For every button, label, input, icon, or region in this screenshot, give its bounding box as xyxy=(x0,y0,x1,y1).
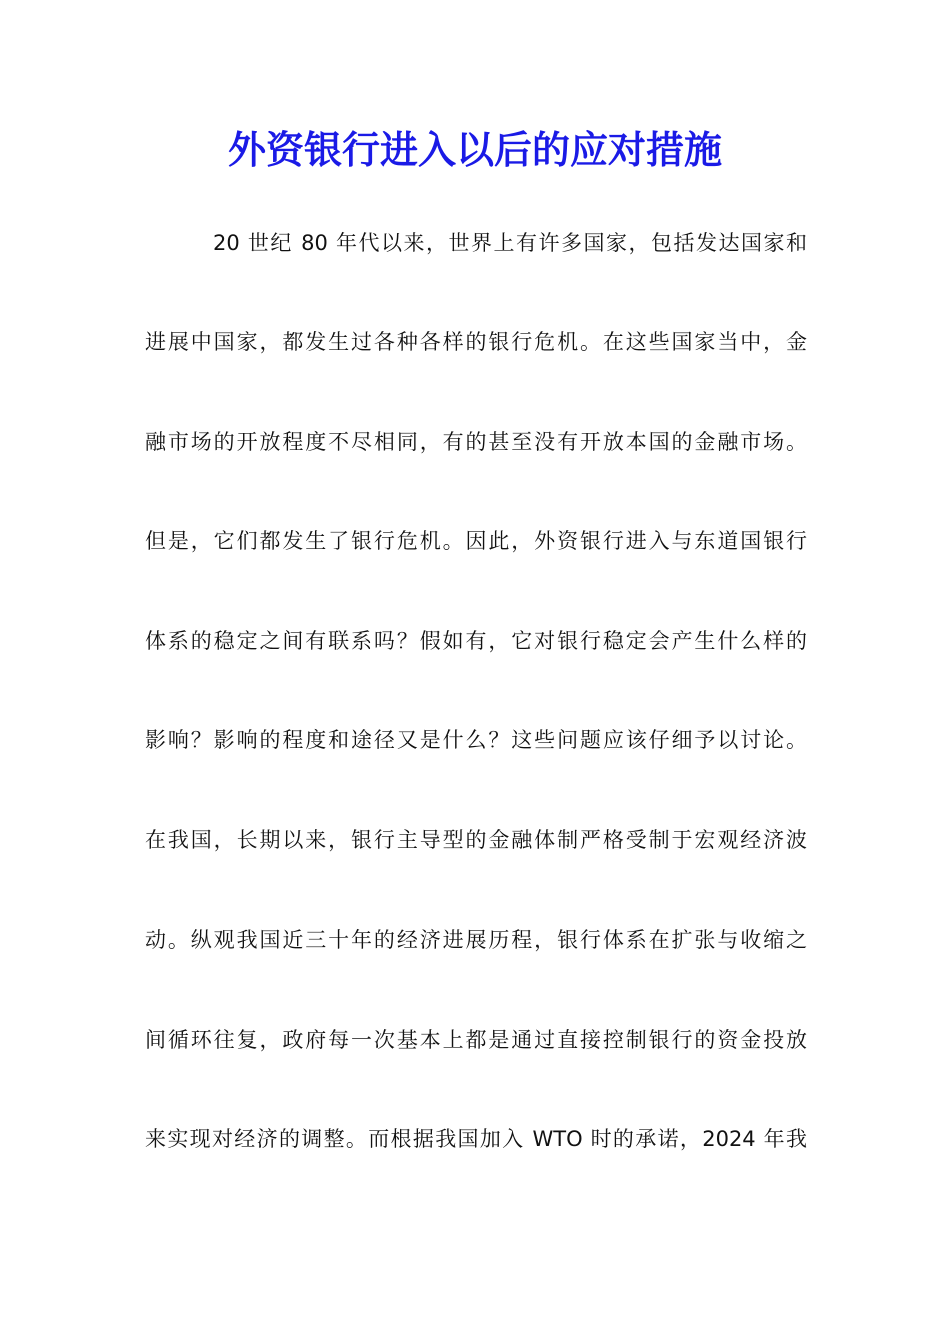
paragraph-line-2: 进展中国家，都发生过各种各样的银行危机。在这些国家当中，金 xyxy=(145,330,807,354)
paragraph-line-9: 间循环往复，政府每一次基本上都是通过直接控制银行的资金投放 xyxy=(145,1028,807,1052)
paragraph-line-10: 来实现对经济的调整。而根据我国加入 WTO 时的承诺，2024 年我 xyxy=(145,1127,807,1151)
paragraph-line-1: 20 世纪 80 年代以来，世界上有许多国家，包括发达国家和 xyxy=(213,231,807,255)
paragraph-line-6: 影响？影响的程度和途径又是什么？这些问题应该仔细予以讨论。 xyxy=(145,728,807,752)
paragraph-line-3: 融市场的开放程度不尽相同，有的甚至没有开放本国的金融市场。 xyxy=(145,430,807,454)
paragraph-line-4: 但是，它们都发生了银行危机。因此，外资银行进入与东道国银行 xyxy=(145,529,807,553)
paragraph-line-8: 动。纵观我国近三十年的经济进展历程，银行体系在扩张与收缩之 xyxy=(145,928,807,952)
document-title: 外资银行进入以后的应对措施 xyxy=(227,127,722,172)
paragraph-line-7: 在我国，长期以来，银行主导型的金融体制严格受制于宏观经济波 xyxy=(145,828,807,852)
paragraph-line-5: 体系的稳定之间有联系吗？假如有，它对银行稳定会产生什么样的 xyxy=(145,629,807,653)
